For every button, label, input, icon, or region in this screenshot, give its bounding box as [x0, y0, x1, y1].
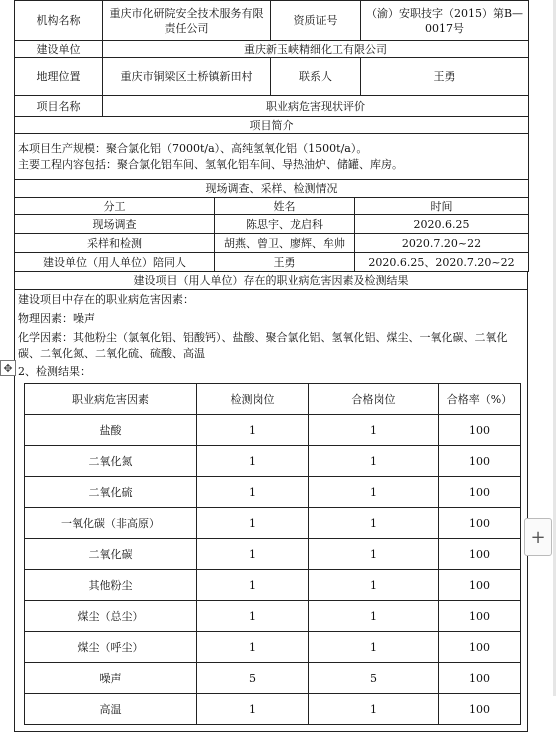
tested-cell[interactable]: 1: [197, 446, 309, 477]
cert-label: 资质证号: [271, 1, 361, 41]
table-row: [25, 663, 521, 694]
rate-cell[interactable]: 100: [439, 539, 521, 570]
passed-cell[interactable]: 1: [309, 570, 439, 601]
tested-cell[interactable]: 1: [197, 694, 309, 725]
intro-line-2: 主要工程内容包括：聚合氯化铝车间、氢氧化铝车间、导热油炉、储罐、库房。: [18, 157, 403, 171]
passed-cell[interactable]: 1: [309, 477, 439, 508]
detection-col-tested: 检测岗位: [197, 384, 309, 415]
col-division: 分工: [15, 198, 215, 215]
tested-cell[interactable]: 1: [197, 508, 309, 539]
info-row-client: [15, 41, 529, 58]
results-intro: 建设项目中存在的职业病危害因素：: [18, 293, 194, 306]
rate-cell[interactable]: 100: [439, 446, 521, 477]
tested-cell[interactable]: 1: [197, 632, 309, 663]
col-time: 时间: [355, 198, 529, 215]
org-label: 机构名称: [15, 1, 103, 41]
survey-name[interactable]: 王勇: [215, 253, 355, 272]
project-label: 项目名称: [15, 96, 103, 117]
factor-cell[interactable]: 盐酸: [25, 415, 197, 446]
table-row: [25, 694, 521, 725]
survey-row: [15, 234, 529, 253]
factor-cell[interactable]: 噪声: [25, 663, 197, 694]
location-value[interactable]: 重庆市铜梁区土桥镇新田村: [103, 58, 271, 96]
table-row: [25, 415, 521, 446]
tested-cell[interactable]: 1: [197, 477, 309, 508]
detection-header-row: [25, 384, 521, 415]
detection-col-factor: 职业病危害因素: [25, 384, 197, 415]
add-row-button[interactable]: +: [524, 518, 552, 556]
rate-cell[interactable]: 100: [439, 508, 521, 539]
table-row: [25, 570, 521, 601]
survey-name[interactable]: 陈思宇、龙启科: [215, 215, 355, 234]
tested-cell[interactable]: 5: [197, 663, 309, 694]
survey-col-header-row: [15, 198, 529, 215]
document-page: [14, 0, 528, 732]
location-label: 地理位置: [15, 58, 103, 96]
rate-cell[interactable]: 100: [439, 632, 521, 663]
intro-content-row: [15, 134, 529, 180]
survey-division[interactable]: 建设单位（用人单位）陪同人: [15, 253, 215, 272]
factor-cell[interactable]: 二氧化氮: [25, 446, 197, 477]
survey-division[interactable]: 现场调查: [15, 215, 215, 234]
tested-cell[interactable]: 1: [197, 570, 309, 601]
intro-header-row: [15, 117, 529, 134]
rate-cell[interactable]: 100: [439, 570, 521, 601]
factor-cell[interactable]: 二氧化碳: [25, 539, 197, 570]
factor-cell[interactable]: 其他粉尘: [25, 570, 197, 601]
factor-cell[interactable]: 高温: [25, 694, 197, 725]
detection-table: [24, 383, 521, 725]
factor-cell[interactable]: 一氧化碳（非高原）: [25, 508, 197, 539]
survey-row: [15, 215, 529, 234]
factor-cell[interactable]: 煤尘（呼尘）: [25, 632, 197, 663]
table-row: [25, 632, 521, 663]
detection-col-rate: 合格率（%）: [439, 384, 521, 415]
rate-cell[interactable]: 100: [439, 663, 521, 694]
survey-time[interactable]: 2020.6.25、2020.7.20~22: [355, 253, 529, 272]
client-value[interactable]: 重庆新玉峡精细化工有限公司: [103, 41, 529, 58]
rate-cell[interactable]: 100: [439, 477, 521, 508]
intro-header: 项目简介: [15, 117, 529, 134]
passed-cell[interactable]: 1: [309, 694, 439, 725]
info-row-location: [15, 58, 529, 96]
tested-cell[interactable]: 1: [197, 601, 309, 632]
survey-name[interactable]: 胡燕、曾卫、廖辉、牟帅: [215, 234, 355, 253]
contact-label: 联系人: [271, 58, 361, 96]
passed-cell[interactable]: 1: [309, 632, 439, 663]
table-row: [25, 477, 521, 508]
rate-cell[interactable]: 100: [439, 694, 521, 725]
col-name: 姓名: [215, 198, 355, 215]
rate-cell[interactable]: 100: [439, 601, 521, 632]
client-label: 建设单位: [15, 41, 103, 58]
rate-cell[interactable]: 100: [439, 415, 521, 446]
survey-division[interactable]: 采样和检测: [15, 234, 215, 253]
results-physical: 物理因素：噪声: [18, 312, 95, 325]
report-table: [14, 0, 529, 198]
table-row: [25, 601, 521, 632]
table-row: [25, 508, 521, 539]
passed-cell[interactable]: 1: [309, 446, 439, 477]
passed-cell[interactable]: 1: [309, 539, 439, 570]
results-content[interactable]: [15, 290, 528, 732]
intro-content[interactable]: [15, 134, 529, 180]
project-value[interactable]: 职业病危害现状评价: [103, 96, 529, 117]
contact-value[interactable]: 王勇: [361, 58, 529, 96]
results-header-row: [15, 272, 528, 290]
table-row: [25, 446, 521, 477]
factor-cell[interactable]: 二氧化硫: [25, 477, 197, 508]
survey-time[interactable]: 2020.7.20~22: [355, 234, 529, 253]
survey-time[interactable]: 2020.6.25: [355, 215, 529, 234]
survey-header: 现场调查、采样、检测情况: [15, 180, 529, 198]
tested-cell[interactable]: 1: [197, 415, 309, 446]
intro-line-1: 本项目生产规模：聚合氯化铝（7000t/a）、高纯氢氧化铝（1500t/a）。: [18, 141, 368, 155]
results-header: 建设项目（用人单位）存在的职业病危害因素及检测结果: [15, 272, 528, 290]
org-value[interactable]: 重庆市化研院安全技术服务有限责任公司: [103, 1, 271, 41]
table-row: [25, 539, 521, 570]
results-chemical: 化学因素：其他粉尘（氯氧化铝、铝酸钙）、盐酸、聚合氯化铝、氢氧化铝、煤尘、一氧化碳、二氧化碳、二氧化氮、二氧化硫、硫酸、高温: [18, 331, 508, 360]
factor-cell[interactable]: 煤尘（总尘）: [25, 601, 197, 632]
passed-cell[interactable]: 1: [309, 508, 439, 539]
info-row-project: [15, 96, 529, 117]
survey-table: [14, 197, 529, 272]
detection-col-passed: 合格岗位: [309, 384, 439, 415]
results-content-row: [15, 290, 528, 732]
results-table: [14, 271, 528, 732]
tested-cell[interactable]: 1: [197, 539, 309, 570]
passed-cell[interactable]: 5: [309, 663, 439, 694]
info-row-org: [15, 1, 529, 41]
survey-header-row: [15, 180, 529, 198]
passed-cell[interactable]: 1: [309, 601, 439, 632]
cert-value[interactable]: （渝）安职技字（2015）第B—0017号: [361, 1, 529, 41]
results-detect-label: 2、检测结果：: [18, 365, 91, 378]
table-move-handle-icon[interactable]: ✥: [0, 360, 16, 376]
survey-row: [15, 253, 529, 272]
passed-cell[interactable]: 1: [309, 415, 439, 446]
